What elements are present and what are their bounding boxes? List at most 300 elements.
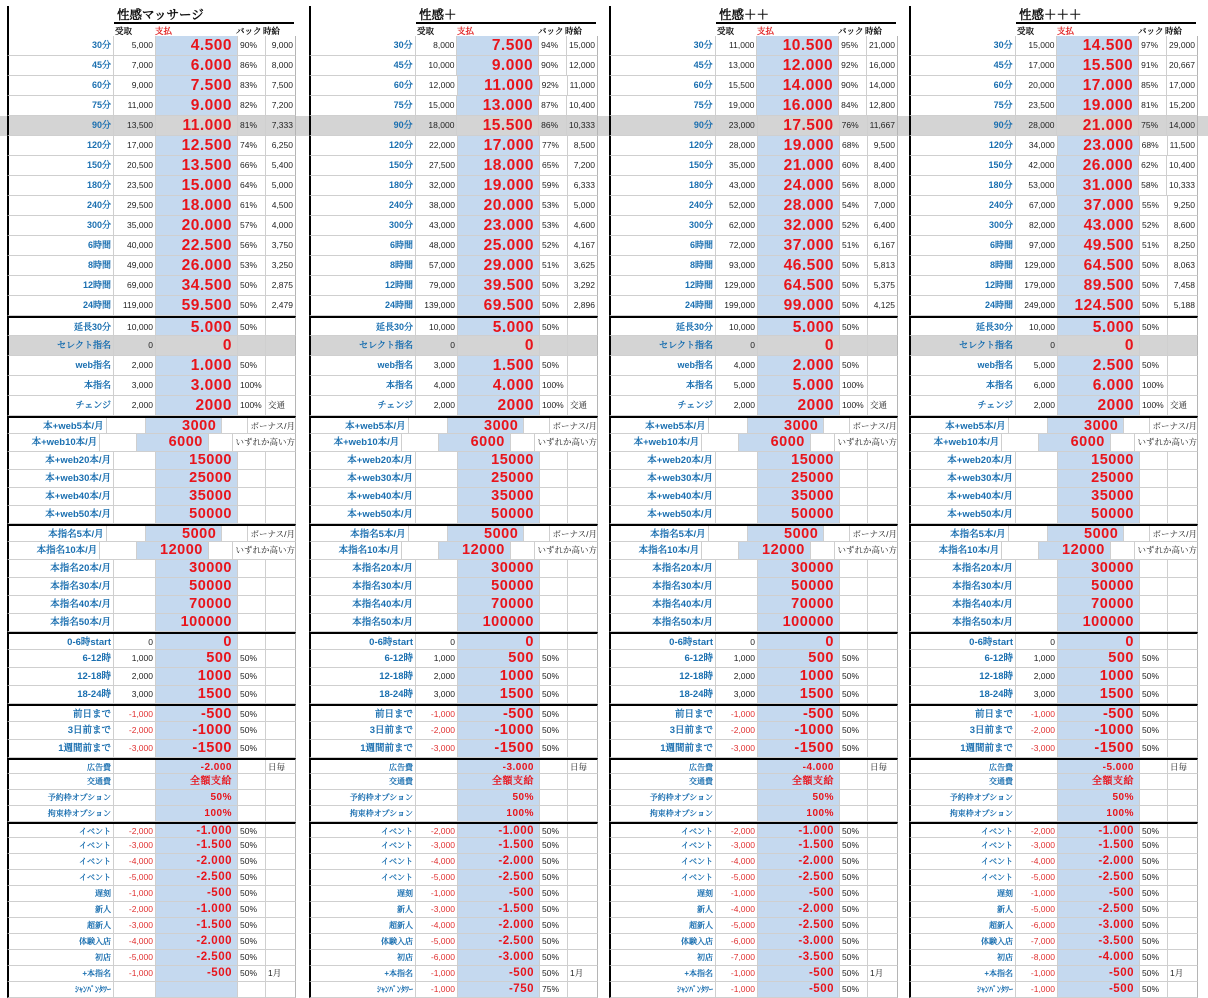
table-row: [309, 918, 598, 934]
back-rate: 50%: [1140, 966, 1168, 981]
hourly-note: [1168, 650, 1197, 667]
hourly-note: [1168, 706, 1197, 721]
row-label: 本指名50本/月: [611, 614, 716, 631]
payout-value: 28.000: [758, 196, 840, 215]
hourly-note: いずれか高い方: [235, 437, 295, 447]
back-rate: 50%: [238, 870, 266, 885]
table-row: [909, 982, 1198, 998]
payout-value: 全額支給: [758, 774, 840, 789]
back-rate: 50%: [540, 886, 568, 901]
back-rate: 50%: [238, 950, 266, 965]
row-label: 本+web40本/月: [311, 488, 416, 505]
row-label: 本+web20本/月: [9, 452, 114, 469]
hourly-note: [868, 706, 897, 721]
back-rate: [1140, 506, 1168, 523]
payout-value: 4.500: [156, 36, 238, 55]
cost-value: 10,000: [1016, 318, 1058, 335]
cost-value: [416, 452, 458, 469]
cost-value: -3,000: [1016, 838, 1058, 853]
row-label: +本指名: [911, 966, 1016, 981]
payout-value: 35000: [156, 488, 238, 505]
payout-value: 26.000: [156, 256, 238, 275]
cost-value: 6,000: [1016, 376, 1058, 395]
table-row: [309, 632, 598, 650]
cost-value: -6,000: [716, 934, 758, 949]
hourly-note: 11,667: [868, 116, 897, 135]
row-label: 本+web5本/月: [311, 418, 409, 433]
table-row: [909, 256, 1198, 276]
back-rate: 100%: [840, 396, 868, 415]
hourly-note: [1168, 740, 1197, 757]
table-row: [609, 396, 898, 416]
back-rate: 50%: [1140, 686, 1168, 703]
table-row: [7, 790, 296, 806]
row-label: 本指名20本/月: [9, 560, 114, 577]
payout-value: 5000: [748, 526, 825, 541]
row-label: 交通費: [9, 774, 114, 789]
table-row: [309, 276, 598, 296]
hourly-note: 5,000: [271, 180, 293, 190]
payout-value: 35000: [758, 488, 840, 505]
row-label: 240分: [9, 196, 114, 215]
table-row: [609, 934, 898, 950]
hourly-note: 4,125: [873, 300, 895, 310]
table-row: [909, 806, 1198, 822]
cost-value: -2,000: [416, 722, 458, 739]
cost-value: [1016, 614, 1058, 631]
row-label: 6時間: [9, 236, 114, 255]
payout-value: 100%: [758, 806, 840, 821]
table-row: [909, 722, 1198, 740]
cost-value: [716, 614, 758, 631]
back-rate: [238, 634, 266, 649]
column-header: 受取: [417, 26, 435, 36]
back-rate: 81%: [238, 116, 266, 135]
payout-value: 30000: [758, 560, 840, 577]
back-rate: 50%: [1140, 870, 1168, 885]
payout-value: 500: [156, 650, 238, 667]
hourly-note: ボーナス/月: [552, 421, 597, 431]
row-label: 本指名40本/月: [911, 596, 1016, 613]
back-rate: 90%: [238, 36, 266, 55]
table-row: [7, 276, 296, 296]
payout-value: 23.000: [458, 216, 540, 235]
table-row: [309, 596, 598, 614]
hourly-note: 29,000: [1169, 40, 1195, 50]
cost-value: 3,000: [114, 376, 156, 395]
row-label: 180分: [311, 176, 416, 195]
table-row: [609, 806, 898, 822]
payout-value: 12000: [439, 542, 511, 559]
payout-value: 10.500: [757, 36, 839, 55]
table-row: [609, 668, 898, 686]
back-rate: [840, 578, 868, 595]
back-rate: 50%: [540, 870, 568, 885]
table-row: [7, 156, 296, 176]
back-rate: 75%: [540, 982, 568, 997]
row-label: 本+web10本/月: [611, 434, 702, 451]
row-label: 90分: [911, 116, 1016, 135]
column-header: バック: [236, 26, 262, 36]
row-label: 広告費: [311, 760, 416, 773]
hourly-note: [568, 634, 597, 649]
row-label: 本指名10本/月: [911, 542, 1002, 559]
hourly-note: [266, 376, 295, 395]
cost-value: [416, 806, 458, 821]
row-label: 本+web40本/月: [611, 488, 716, 505]
payout-value: 5.000: [1058, 318, 1140, 335]
payout-value: -750: [458, 982, 540, 997]
row-label: 遅刻: [611, 886, 716, 901]
back-rate: [540, 634, 568, 649]
payout-value: 0: [1058, 634, 1140, 649]
hourly-note: 8,000: [271, 60, 293, 70]
row-label: 本指名50本/月: [911, 614, 1016, 631]
back-rate: 50%: [238, 918, 266, 933]
payout-value: 34.500: [156, 276, 238, 295]
hourly-note: 7,000: [873, 200, 895, 210]
back-rate: [540, 596, 568, 613]
hourly-note: [568, 318, 597, 335]
cost-value: 35,000: [716, 156, 758, 175]
hourly-note: [868, 774, 897, 789]
payout-value: -2.000: [156, 760, 238, 773]
table-row: [609, 740, 898, 758]
hourly-note: いずれか高い方: [837, 437, 897, 447]
payout-value: 124.500: [1058, 296, 1140, 315]
row-label: 0-6時start: [911, 634, 1016, 649]
payout-value: 50%: [458, 790, 540, 805]
back-rate: 50%: [840, 982, 868, 997]
row-label: 1週間前まで: [611, 740, 716, 757]
payout-value: 4.000: [458, 376, 540, 395]
column-header: 支払: [155, 26, 173, 36]
back-rate: 52%: [840, 216, 868, 235]
row-label: 3日前まで: [311, 722, 416, 739]
table-row: [909, 296, 1198, 316]
back-rate: 50%: [540, 966, 568, 981]
back-rate: [540, 578, 568, 595]
table-row: [7, 136, 296, 156]
payout-value: -1.500: [1058, 838, 1140, 853]
cost-value: 2,000: [1016, 668, 1058, 685]
payout-value: -1.000: [156, 824, 238, 837]
row-label: 初店: [311, 950, 416, 965]
hourly-note: [1168, 452, 1197, 469]
table-row: [309, 668, 598, 686]
cost-value: -1,000: [1016, 886, 1058, 901]
row-label: 初店: [611, 950, 716, 965]
back-rate: [540, 470, 568, 487]
back-rate: 50%: [840, 706, 868, 721]
table-row: [909, 918, 1198, 934]
hourly-note: 16,000: [869, 60, 895, 70]
cost-value: 29,500: [114, 196, 156, 215]
hourly-note: 4,000: [271, 220, 293, 230]
hourly-note: 3,250: [271, 260, 293, 270]
back-rate: [1140, 760, 1168, 773]
payout-value: 25000: [758, 470, 840, 487]
payout-value: -1.500: [458, 902, 540, 917]
row-label: 延長30分: [911, 318, 1016, 335]
row-label: 180分: [9, 176, 114, 195]
hourly-note: [868, 488, 897, 505]
payout-value: 59.500: [156, 296, 238, 315]
row-label: チェンジ: [311, 396, 416, 415]
payout-value: 3000: [748, 418, 825, 433]
row-label: 45分: [611, 56, 716, 75]
back-rate: 50%: [1140, 276, 1168, 295]
row-label: 体験入店: [611, 934, 716, 949]
back-rate: 50%: [540, 650, 568, 667]
back-rate: 76%: [840, 116, 868, 135]
payout-value: 15000: [1058, 452, 1140, 469]
table-row: [309, 470, 598, 488]
row-label: 8時間: [911, 256, 1016, 275]
hourly-note: [568, 706, 597, 721]
row-label: web指名: [611, 356, 716, 375]
row-label: 拘束枠オプション: [9, 806, 114, 821]
cost-value: 43,000: [416, 216, 458, 235]
table-row: [309, 650, 598, 668]
table-row: [7, 902, 296, 918]
hourly-note: [1168, 560, 1197, 577]
hourly-note: [266, 870, 295, 885]
back-rate: 95%: [839, 36, 867, 55]
row-label: 遅刻: [911, 886, 1016, 901]
table-row: [909, 686, 1198, 704]
cost-value: 93,000: [716, 256, 758, 275]
cost-value: -3,000: [114, 918, 156, 933]
cost-value: 119,000: [114, 296, 156, 315]
back-rate: [1140, 488, 1168, 505]
hourly-note: [568, 356, 597, 375]
table-row: [309, 416, 598, 434]
table-row: [609, 704, 898, 722]
payout-value: -1.000: [156, 902, 238, 917]
payout-value: -4.000: [758, 760, 840, 773]
back-rate: 60%: [840, 156, 868, 175]
cost-value: [716, 774, 758, 789]
hourly-note: 日毎: [570, 762, 588, 772]
row-label: イベント: [911, 824, 1016, 837]
row-label: セレクト指名: [9, 336, 114, 355]
panel-title: 性感マッサージ: [114, 7, 294, 24]
hourly-note: 日毎: [268, 762, 286, 772]
back-rate: [1140, 578, 1168, 595]
payout-value: 37.000: [758, 236, 840, 255]
payout-value: -3.000: [758, 934, 840, 949]
hourly-note: ボーナス/月: [552, 529, 597, 539]
cost-value: -1,000: [1016, 706, 1058, 721]
back-rate: 50%: [540, 276, 568, 295]
row-label: ｼｬﾝﾊﾟﾝﾀﾜｰ: [311, 982, 416, 997]
back-rate: 50%: [238, 276, 266, 295]
cost-value: [402, 434, 439, 451]
payout-value: 19.000: [758, 136, 840, 155]
cost-value: -5,000: [416, 934, 458, 949]
hourly-note: 日毎: [870, 762, 888, 772]
payout-value: 1.000: [156, 356, 238, 375]
hourly-note: 7,458: [1173, 280, 1195, 290]
back-rate: 50%: [238, 722, 266, 739]
hourly-note: 6,333: [573, 180, 595, 190]
row-label: 超新人: [911, 918, 1016, 933]
hourly-note: [868, 934, 897, 949]
payout-value: 全額支給: [1058, 774, 1140, 789]
back-rate: 50%: [1140, 706, 1168, 721]
hourly-note: [266, 336, 295, 355]
row-label: 45分: [311, 56, 416, 75]
hourly-note: [568, 886, 597, 901]
row-label: 本指名10本/月: [311, 542, 402, 559]
hourly-note: 5,000: [573, 200, 595, 210]
hourly-note: [568, 578, 597, 595]
row-label: 30分: [911, 36, 1016, 55]
table-row: [7, 854, 296, 870]
table-row: [7, 316, 296, 336]
hourly-note: [266, 806, 295, 821]
row-label: 前日まで: [911, 706, 1016, 721]
hourly-note: 交通: [570, 400, 588, 410]
hourly-note: [868, 470, 897, 487]
back-rate: 94%: [539, 36, 567, 55]
payout-value: 3000: [1048, 418, 1125, 433]
row-label: 6-12時: [311, 650, 416, 667]
cost-value: 0: [416, 336, 458, 355]
hourly-note: ボーナス/月: [852, 421, 897, 431]
table-row: [909, 934, 1198, 950]
row-label: イベント: [611, 838, 716, 853]
cost-value: 19,000: [716, 96, 758, 115]
table-row: [7, 596, 296, 614]
cost-value: [716, 452, 758, 469]
back-rate: 50%: [238, 686, 266, 703]
table-row: [909, 96, 1198, 116]
row-label: 本+web30本/月: [611, 470, 716, 487]
hourly-note: [568, 376, 597, 395]
row-label: 150分: [611, 156, 716, 175]
payout-value: 9.000: [156, 96, 238, 115]
payout-value: -500: [1058, 706, 1140, 721]
hourly-note: [1168, 668, 1197, 685]
table-row: [609, 774, 898, 790]
table-row: [909, 196, 1198, 216]
table-row: [609, 336, 898, 356]
payout-value: 5000: [448, 526, 525, 541]
table-row: [909, 488, 1198, 506]
payout-value: 50%: [758, 790, 840, 805]
table-row: [609, 176, 898, 196]
cost-value: 4,000: [416, 376, 458, 395]
back-rate: [238, 760, 266, 773]
back-rate: 50%: [540, 296, 568, 315]
hourly-note: 9,000: [271, 40, 293, 50]
hourly-note: 10,333: [1169, 180, 1195, 190]
cost-value: -4,000: [114, 854, 156, 869]
hourly-note: [868, 790, 897, 805]
hourly-note: [1168, 886, 1197, 901]
payout-value: 30000: [156, 560, 238, 577]
back-rate: 59%: [540, 176, 568, 195]
table-row: [7, 96, 296, 116]
table-row: [909, 156, 1198, 176]
payout-value: -500: [156, 966, 238, 981]
row-label: 予約枠オプション: [911, 790, 1016, 805]
row-label: 24時間: [911, 296, 1016, 315]
back-rate: 86%: [539, 116, 567, 135]
cost-value: -4,000: [416, 854, 458, 869]
payout-value: -500: [1058, 982, 1140, 997]
payout-value: 64.500: [758, 276, 840, 295]
table-row: [909, 668, 1198, 686]
table-row: [7, 870, 296, 886]
cost-value: 8,000: [416, 36, 458, 55]
table-row: [609, 838, 898, 854]
cost-value: [114, 614, 156, 631]
payout-value: 2000: [758, 396, 840, 415]
row-label: web指名: [911, 356, 1016, 375]
table-row: [309, 758, 598, 774]
payout-value: -2.500: [758, 870, 840, 885]
row-label: 6-12時: [611, 650, 716, 667]
row-label: チェンジ: [911, 396, 1016, 415]
back-rate: [840, 614, 868, 631]
cost-value: -5,000: [716, 870, 758, 885]
cost-value: -2,000: [114, 902, 156, 917]
cost-value: [409, 526, 448, 541]
hourly-note: 1月: [1170, 968, 1184, 978]
cost-value: [1002, 542, 1039, 559]
payout-value: 3.000: [156, 376, 238, 395]
table-row: [609, 918, 898, 934]
row-label: セレクト指名: [311, 336, 416, 355]
cost-value: [709, 418, 748, 433]
table-row: [909, 578, 1198, 596]
table-row: [309, 236, 598, 256]
back-rate: 50%: [1140, 824, 1168, 837]
back-rate: [840, 488, 868, 505]
hourly-note: 7,200: [271, 100, 293, 110]
hourly-note: [266, 506, 295, 523]
back-rate: [238, 774, 266, 789]
table-row: [909, 758, 1198, 774]
row-label: 75分: [911, 96, 1016, 115]
payout-value: 100%: [156, 806, 238, 821]
panel-title: 性感＋＋＋: [1016, 7, 1196, 24]
row-label: 本指名30本/月: [911, 578, 1016, 595]
table-row: [309, 296, 598, 316]
cost-value: 2,000: [416, 668, 458, 685]
hourly-note: 1月: [570, 968, 584, 978]
row-label: 240分: [911, 196, 1016, 215]
table-row: [609, 686, 898, 704]
back-rate: 50%: [238, 356, 266, 375]
table-row: [7, 704, 296, 722]
cost-value: -2,000: [1016, 824, 1058, 837]
row-label: 拘束枠オプション: [611, 806, 716, 821]
cost-value: [1016, 760, 1058, 773]
cost-value: 48,000: [416, 236, 458, 255]
hourly-note: [266, 634, 295, 649]
hourly-note: 8,063: [1173, 260, 1195, 270]
row-label: イベント: [311, 838, 416, 853]
table-row: [7, 236, 296, 256]
table-row: [909, 216, 1198, 236]
back-rate: 50%: [1140, 722, 1168, 739]
back-rate: 83%: [238, 76, 266, 95]
row-label: 6時間: [311, 236, 416, 255]
